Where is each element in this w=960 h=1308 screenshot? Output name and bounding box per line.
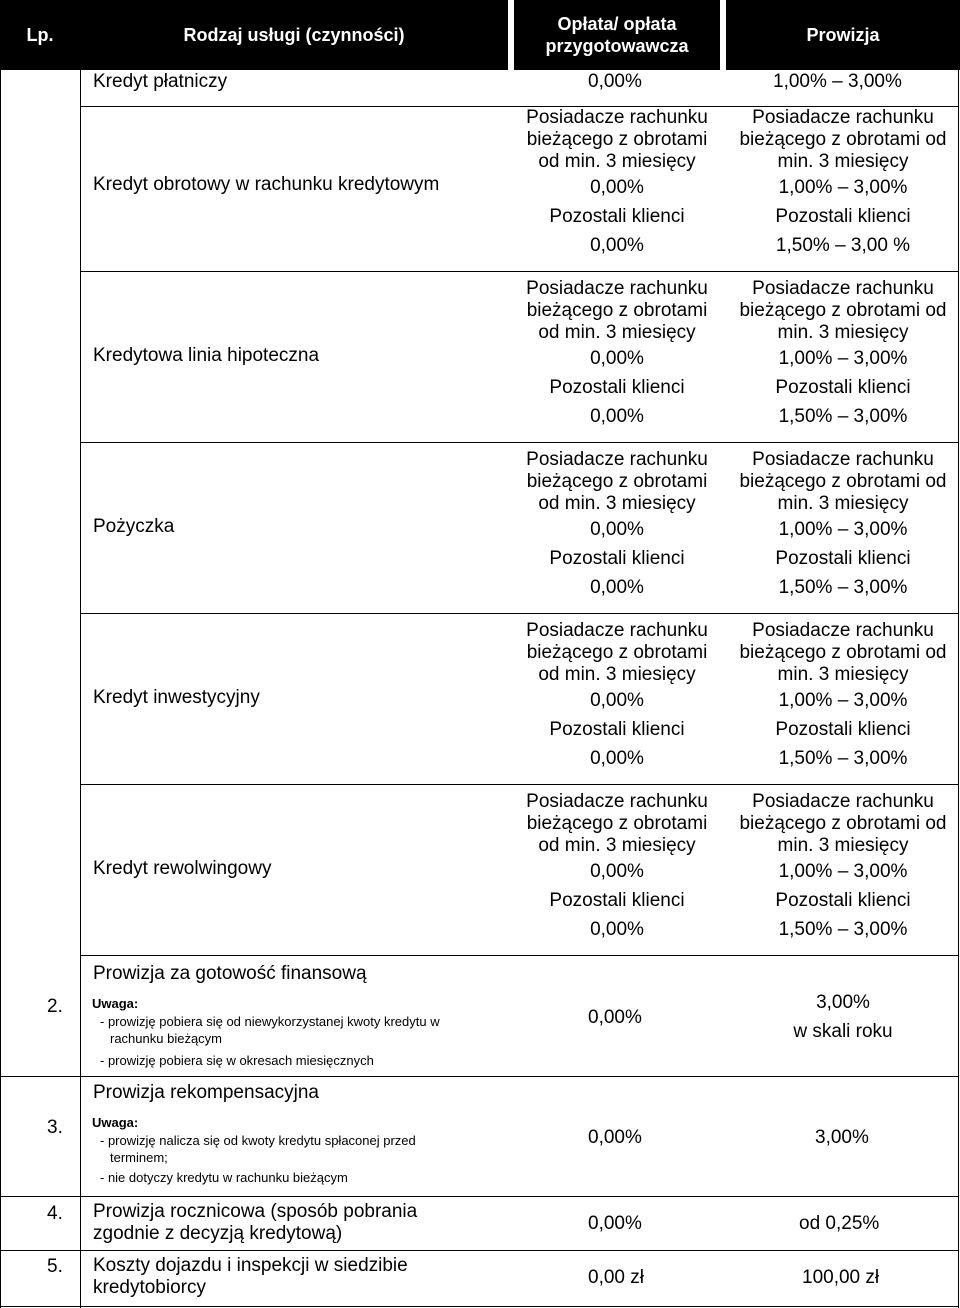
row3-note [92,1115,472,1186]
holders-label: Posiadacze rachunku bieżącego z obrotami od min. 3 miesięcy [526,449,708,514]
product-commission-cell [726,449,960,602]
holders-label: Posiadacze rachunku bieżącego z obrotami od min. 3 miesięcy [526,791,708,856]
row5-fee: 0,00 zł [588,1267,644,1288]
row2-note-item: - prowizję pobiera się od niewykorzystanej kwoty kredytu w rachunku bieżącym [100,1014,440,1046]
row4-title: Prowizja rocznicowa (sposób pobrania zgodnie z decyzją kredytową) [93,1201,418,1244]
product-commission-cell [726,278,960,431]
others-label: Pozostali klienci [775,377,911,398]
grid-line [80,70,81,1308]
holders-label: Posiadacze rachunku bieżącego z obrotami od min. 3 miesięcy [739,791,947,856]
product-name: Pożyczka [93,516,175,537]
row2-commission-value: 3,00% [816,992,870,1013]
grid-line [0,70,1,1308]
product-commission-cell [726,791,960,944]
header-commission: Prowizja [726,0,960,70]
grid-line [80,106,959,107]
row4-fee: 0,00% [588,1213,642,1234]
others-value: 1,50% – 3,00% [778,577,908,598]
row4-commission: od 0,25% [799,1213,880,1234]
others-label: Pozostali klienci [775,719,911,740]
product-name: Kredytowa linia hipoteczna [93,345,320,366]
others-label: Pozostali klienci [549,548,685,569]
holders-value: 0,00% [590,348,644,369]
others-label: Pozostali klienci [775,890,911,911]
others-value: 1,50% – 3,00% [778,919,908,940]
others-label: Pozostali klienci [549,377,685,398]
grid-line [0,1196,959,1197]
product-name: Kredyt inwestycyjny [93,687,260,708]
grid-line [0,1250,959,1251]
product-fee-cell [514,449,720,602]
holders-value: 0,00% [590,519,644,540]
product-name: Kredyt rewolwingowy [93,858,272,879]
row2-fee: 0,00% [588,1007,642,1028]
others-label: Pozostali klienci [775,548,911,569]
row3-fee: 0,00% [588,1127,642,1148]
row3-lp: 3. [47,1117,63,1138]
holders-label: Posiadacze rachunku bieżącego z obrotami od min. 3 miesięcy [739,449,947,514]
holders-value: 1,00% – 3,00% [778,348,908,369]
holders-value: 1,00% – 3,00% [778,177,908,198]
row2-note-label: Uwaga: [92,996,139,1011]
grid-line [80,271,959,272]
row1-title-fee: 0,00% [588,71,642,92]
holders-label: Posiadacze rachunku bieżącego z obrotami od min. 3 miesięcy [739,107,947,172]
grid-line [80,442,959,443]
row2-lp: 2. [47,996,63,1017]
product-fee-cell [514,791,720,944]
product-fee-cell [514,278,720,431]
product-commission-cell [726,620,960,773]
holders-value: 1,00% – 3,00% [778,690,908,711]
holders-label: Posiadacze rachunku bieżącego z obrotami od min. 3 miesięcy [526,620,708,685]
row5-title: Koszty dojazdu i inspekcji w siedzibie kredytobiorcy [93,1255,408,1298]
others-label: Pozostali klienci [775,206,911,227]
row2-title: Prowizja za gotowość finansową [93,963,367,984]
product-fee-cell [514,107,720,260]
others-value: 0,00% [590,919,644,940]
holders-value: 0,00% [590,177,644,198]
product-commission-cell [726,107,960,260]
row5-commission: 100,00 zł [802,1267,880,1288]
others-label: Pozostali klienci [549,719,685,740]
product-fee-cell [514,620,720,773]
row3-note-label: Uwaga: [92,1115,139,1130]
row4-lp: 4. [47,1203,63,1224]
header-lp: Lp. [0,0,80,70]
others-value: 1,50% – 3,00 % [775,235,911,256]
others-value: 0,00% [590,577,644,598]
holders-label: Posiadacze rachunku bieżącego z obrotami od min. 3 miesięcy [739,278,947,343]
others-value: 1,50% – 3,00% [778,748,908,769]
holders-label: Posiadacze rachunku bieżącego z obrotami od min. 3 miesięcy [739,620,947,685]
row2-note-item: - prowizję pobiera się w okresach miesięcznych [100,1053,374,1068]
row3-title: Prowizja rekompensacyjna [93,1082,319,1103]
others-value: 0,00% [590,235,644,256]
others-label: Pozostali klienci [549,206,685,227]
header-fee: Opłata/ opłata przygotowawcza [514,0,720,70]
row3-commission: 3,00% [815,1127,869,1148]
header-service: Rodzaj usługi (czynności) [80,0,508,70]
row3-note-item: - nie dotyczy kredytu w rachunku bieżącym [100,1170,348,1185]
grid-line [80,955,959,956]
others-label: Pozostali klienci [549,890,685,911]
holders-value: 0,00% [590,690,644,711]
row1-title-commission: 1,00% – 3,00% [773,71,902,92]
others-value: 1,50% – 3,00% [778,406,908,427]
grid-line [80,613,959,614]
holders-value: 1,00% – 3,00% [778,519,908,540]
holders-label: Posiadacze rachunku bieżącego z obrotami od min. 3 miesięcy [526,107,708,172]
holders-value: 0,00% [590,861,644,882]
row1-title: Kredyt płatniczy [93,71,228,92]
holders-value: 1,00% – 3,00% [778,861,908,882]
product-name: Kredyt obrotowy w rachunku kredytowym [93,174,440,195]
grid-line [0,1076,959,1077]
row3-note-item: - prowizję nalicza się od kwoty kredytu spłaconej przed terminem; [100,1133,416,1165]
grid-line [958,70,959,1308]
holders-label: Posiadacze rachunku bieżącego z obrotami od min. 3 miesięcy [526,278,708,343]
others-value: 0,00% [590,406,644,427]
grid-line [0,1306,959,1307]
row2-note [92,996,492,1069]
grid-line [80,784,959,785]
row2-commission-note: w skali roku [793,1021,893,1042]
row5-lp: 5. [47,1256,63,1277]
others-value: 0,00% [590,748,644,769]
